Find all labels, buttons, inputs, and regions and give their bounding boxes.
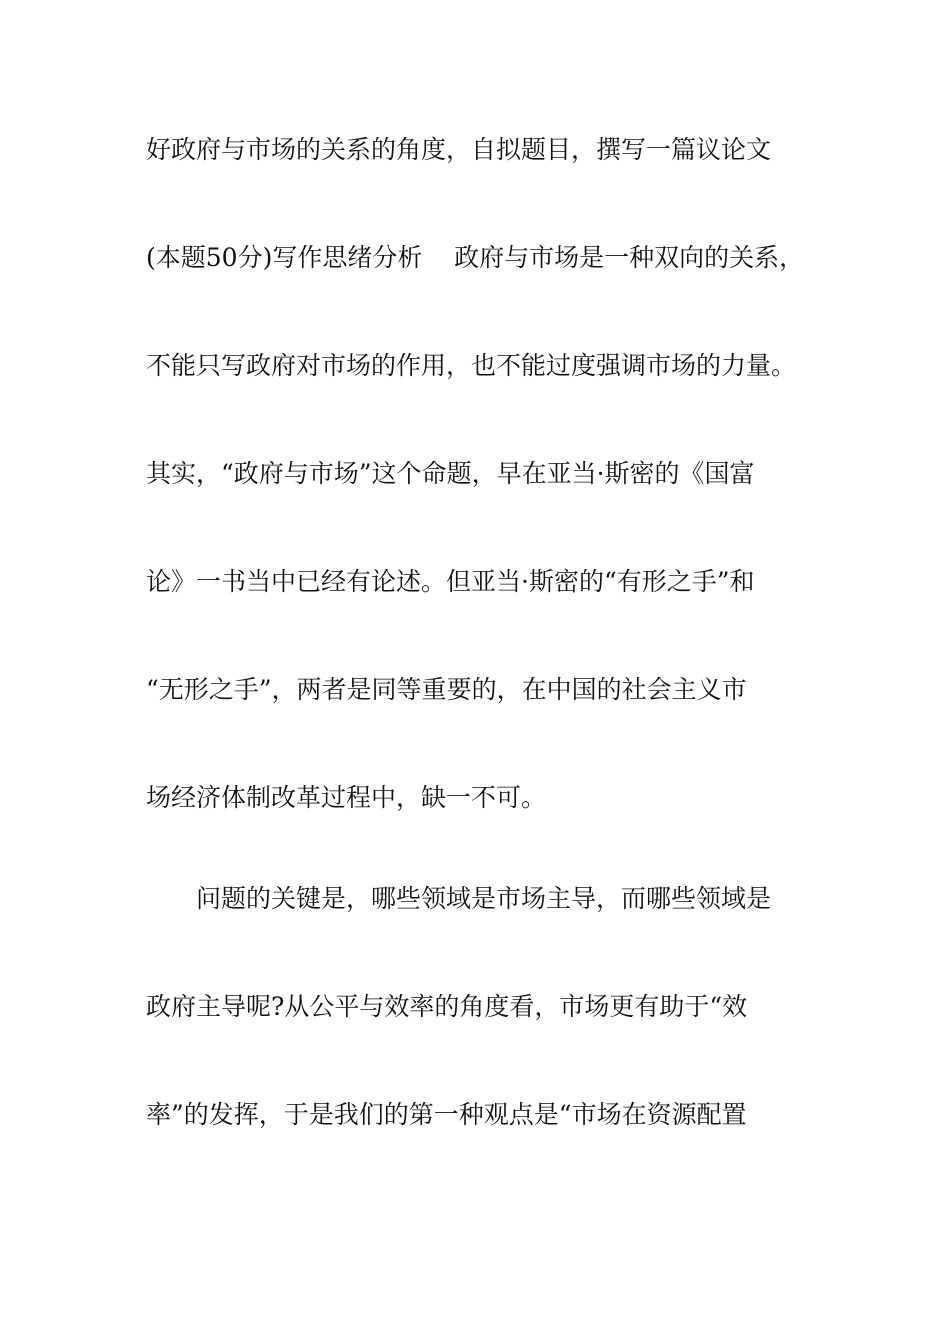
text-line: 好政府与市场的关系的角度，自拟题目，撰写一篇议论文: [146, 135, 772, 164]
text-line: 率”的发挥，于是我们的第一种观点是“市场在资源配置: [146, 1100, 747, 1129]
text-line: 不能只写政府对市场的作用，也不能过度强调市场的力量。: [146, 351, 797, 380]
text-line: “无形之手”，两者是同等重要的，在中国的社会主义市: [146, 675, 747, 704]
paragraph-first-line: 问题的关键是，哪些领域是市场主导，而哪些领域是: [196, 884, 772, 913]
text-line: 场经济体制改革过程中，缺一不可。: [146, 783, 547, 812]
text-line: 论》一书当中已经有论述。但亚当·斯密的“有形之手”和: [146, 567, 755, 596]
text-line: (本题50分)写作思绪分析 政府与市场是一种双向的关系，: [146, 243, 805, 272]
text-line: 其实，“政府与市场”这个命题，早在亚当·斯密的《国富: [146, 459, 755, 488]
text-line: 政府主导呢?从公平与效率的角度看，市场更有助于“效: [146, 992, 748, 1021]
